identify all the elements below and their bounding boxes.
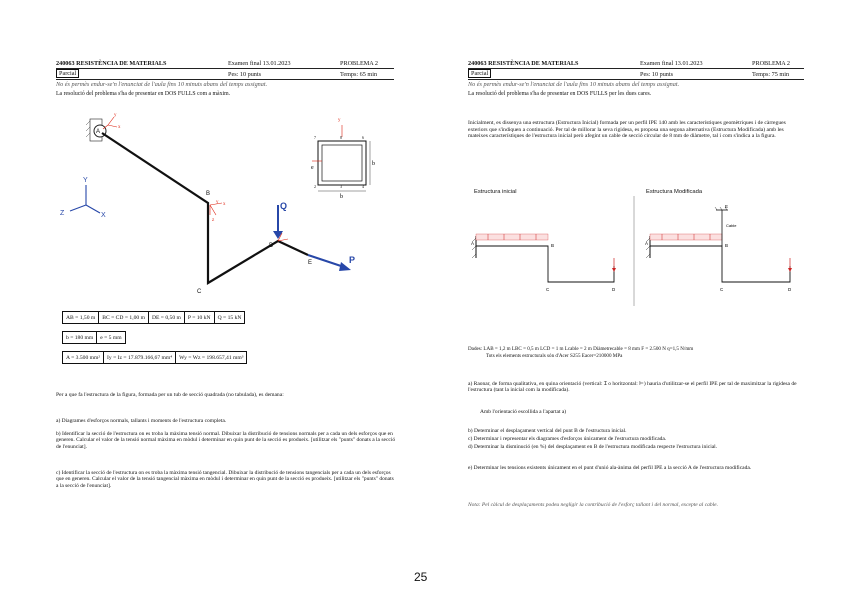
table-cell: e = 5 mm [97,332,125,344]
structure-figure [56,105,386,305]
right-page [468,0,818,560]
left-item-b: b) Identificar la secció de l'estructura on es troba la màxima tensió normal. Dibuixar la distribució de tensions normals per a cada un dels esforços que en generen. Calcular el valor de la tensió normal màxima en mòdul i determinar en quin punt de la secció es produeix. [utilitzar els "punts" donats a la secció de l'enunciat]. [56,431,396,450]
right-item-d: d) Determinar la disminució (en %) del desplaçament en B de l'estructura modificada respecte l'estructura inicial. [468,444,718,450]
label-x: x [223,202,226,207]
label-global-x: X [101,212,106,219]
section-point: 2 [314,184,316,189]
section-point: 7 [314,135,316,140]
label-c: C [197,289,202,295]
fig-modified-title: Estructura Modificada [646,189,703,195]
left-course: 240063 RESISTÈNCIA DE MATERIALS [56,60,167,67]
table-cell: AB = 1,50 m [63,312,99,324]
fig-label-b: B [725,243,729,248]
label-q: Q [280,201,288,211]
left-page [56,0,406,560]
table-cell: Iy = Iz = 17.879.166,67 mm⁴ [104,352,176,364]
table-cell: A = 3.500 mm² [63,352,104,364]
right-item-b: b) Determinar el desplaçament vertical del punt B de l'estructura inicial. [468,428,627,434]
left-item-c: c) Identificar la secció de l'estructura on es troba la màxima tensió tangencial. Dibuixar la distribució de tensions tangencials per a cada un dels esforços que en generen. Calcular el valor de la tensió tangencial màxima en mòdul i determinar en quin punt de la secció es produeix. [utilitzar els "punts" donats a la secció de l'enunciat]. [56,470,394,489]
fig-label-a: A [645,241,649,246]
right-note: No és permès endur-se'n l'enunciat de l'aula fins 10 minuts abans del temps assignat. [468,81,680,88]
left-instruction: La resolució del problema s'ha de presentar en DOS FULLS com a màxim. [56,91,231,97]
left-intro: Per a que fa l'estructura de la figura, formada per un tub de secció quadrada (no tabulada), es demana: [56,392,284,398]
table-cell: b = 180 mm [63,332,97,344]
global-axes [70,185,100,213]
left-problem: PROBLEMA 2 [340,60,378,67]
data-line-2: Tots els elements estructurals són d'Acer S255 Eacer=210000 MPa [486,353,623,359]
right-course: 240063 RESISTÈNCIA DE MATERIALS [468,60,579,67]
left-part: Parcial [56,69,79,78]
table-cell: DE = 0,50 m [148,312,184,324]
fig-label-e: E [725,204,729,209]
label-z: z [212,218,215,223]
data-line-1: Dades: LAB = 1,2 m LBC = 0,5 m LCD = 1 m Lcable = 2 m Diàmetrecable = 8 mm F = 2.500 N q=1,5 N/mm [468,346,694,352]
section-point: 8 [340,135,342,140]
fig-label-c: C [546,287,550,292]
right-intro: Inicialment, es dissenya una estructura (Estructura Inicial) formada per un perfil IPE 140 amb les característiques geomètriques i de càrregues exteriors que s'indiquen a continuació. Per tal de millorar la seva rigidesa, es proposa una segona alternativa (Estructura Modificada) amb les mateixes característiques de l'estructura inicial però afegint un cable de secció circular de 8 mm de diàmetre, tal i com s'indica a la figura. [468,120,786,140]
left-points: Pes: 10 punts [228,71,262,78]
right-footnote: Nota: Pel càlcul de desplaçaments podeu negligir la contribució de l'esforç tallant i del normal, excepte al cable. [468,502,718,508]
table-cell: BC = CD = 1,00 m [99,312,149,324]
header-rule [468,79,804,80]
right-instruction: La resolució del problema s'ha de presentar en DOS FULLS per les dues cares. [468,91,652,97]
fig-label-d: D [612,287,616,292]
page-number: 25 [414,570,428,584]
modified-structure [646,207,792,282]
label-x: x [118,125,121,130]
right-item-e: e) Determinar les tensions existents únicament en el punt d'unió ala-ànima del perfil IPE a la secció A de l'estructura modificada. [468,465,752,471]
section-point: 3 [340,184,342,189]
table-cell: Wy = Wz = 198.657,41 mm³ [176,352,247,364]
label-b: B [206,191,211,197]
load-q-arrowhead [273,231,283,239]
data-table-row1 [62,311,245,324]
cable-label: Cable [726,223,737,228]
right-part: Parcial [468,69,491,78]
fig-label-c: C [720,287,724,292]
section-point: 6 [362,135,364,140]
initial-structure [472,234,616,282]
label-global-z: Z [60,210,65,217]
label-global-y: Y [83,177,88,184]
section-detail [311,135,375,200]
label-y: y [216,200,219,205]
label-p: P [349,255,356,265]
section-point: 4 [362,184,364,189]
table-cell: Q = 15 kN [214,312,245,324]
section-b-label: b [372,161,375,167]
right-item-a2: Amb l'orientació escollida a l'apartat a) [480,409,567,415]
fig-label-a: A [471,241,475,246]
right-item-c: c) Determinar i representar els diagrames d'esforços únicament de l'estructura modificada. [468,436,667,442]
left-exam: Examen final 13.01.2023 [228,60,291,67]
section-e-label: e [311,165,314,171]
right-time: Temps: 75 min [752,71,790,78]
fig-label-b: B [551,243,555,248]
header-rule [56,68,394,69]
header-rule [468,68,804,69]
label-a: A [96,129,101,135]
left-time: Temps: 65 min [340,71,378,78]
right-problem: PROBLEMA 2 [752,60,790,67]
header-rule [56,79,394,80]
ipe-figures [468,196,808,306]
section-b-label: b [340,194,343,200]
right-item-a: a) Raonar, de forma qualitativa, en quina orientació (vertical: Ɪ o horitzontal: ⊢) hauria d'utilitzar-se el perfil IPE per tal de maximitzar la rigidesa de l'estructura (tant la inicial com la modificada). [468,381,797,394]
fig-label-d: D [788,287,792,292]
right-points: Pes: 10 punts [640,71,674,78]
fig-initial-title: Estructura inicial [474,189,517,195]
data-table-row2 [62,331,126,344]
label-d: D [269,243,274,249]
data-table-row3 [62,351,247,364]
label-y: y [114,113,117,118]
right-exam: Examen final 13.01.2023 [640,60,703,67]
label-e: E [308,260,313,266]
load-p-arrow [308,255,344,267]
table-cell: P = 10 kN [184,312,214,324]
label-y: y [338,118,341,123]
left-note: No és permès endur-se'n l'enunciat de l'aula fins 10 minuts abans del temps assignat. [56,81,268,88]
left-item-a: a) Diagrames d'esforços normals, tallants i moments de l'estructura completa. [56,418,227,424]
